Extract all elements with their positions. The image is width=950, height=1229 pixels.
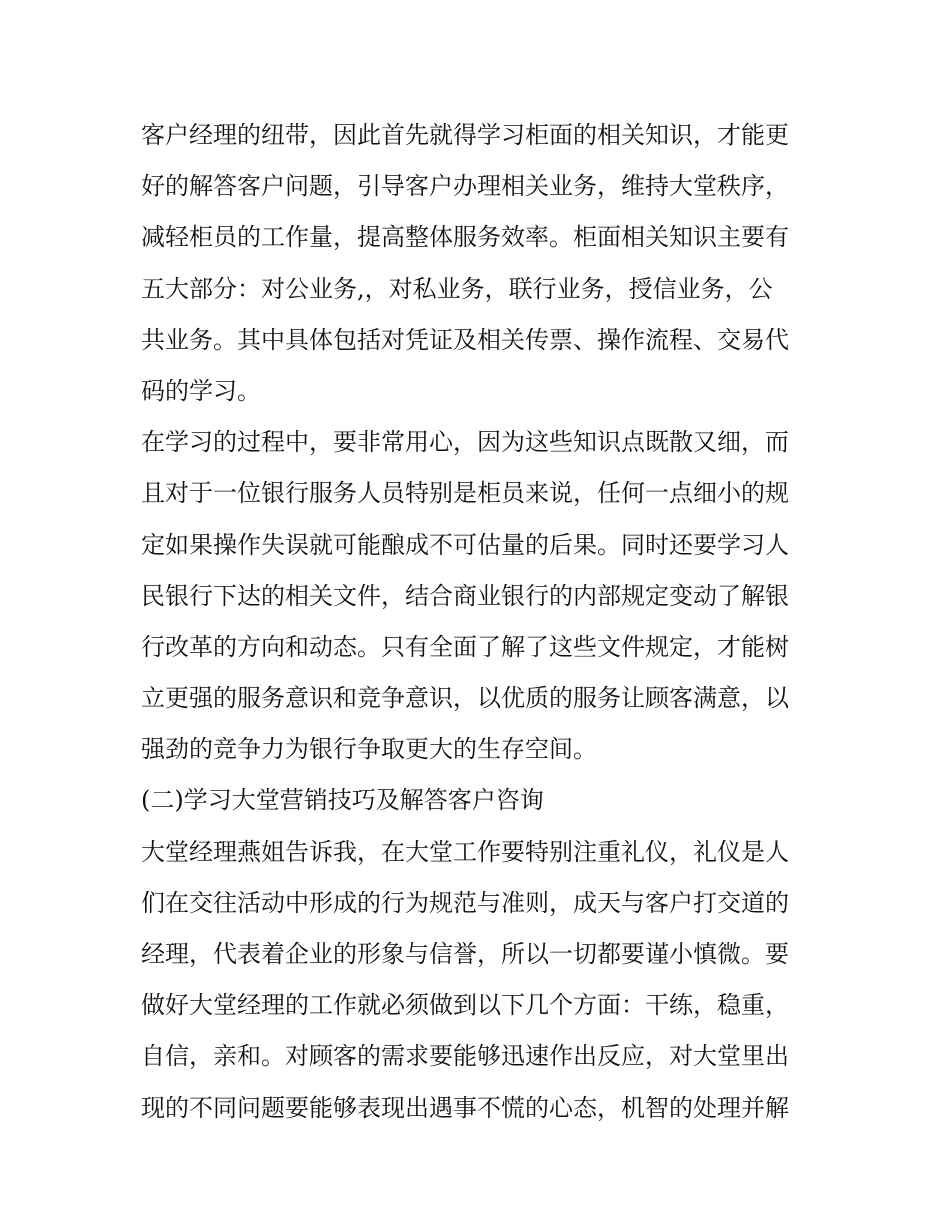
document-body (141, 110, 813, 1134)
text-line: 五大部分：对公业务,，对私业务，联行业务，授信业务，公 (141, 274, 773, 303)
text-line: 在学习的过程中，要非常用心，因为这些知识点既散又细，而 (141, 428, 789, 457)
text-line: 经理，代表着企业的形象与信誉，所以一切都要谨小慎微。要 (141, 940, 789, 968)
text-line: 立更强的服务意识和竞争意识，以优质的服务让顾客满意，以 (141, 684, 789, 713)
text-line: 现的不同问题要能够表现出遇事不慌的心态，机智的处理并解 (141, 1093, 789, 1122)
text-line: 好的解答客户问题，引导客户办理相关业务，维持大堂秩序， (141, 172, 789, 201)
text-line: 大堂经理燕姐告诉我，在大堂工作要特别注重礼仪，礼仪是人 (141, 837, 789, 866)
text-line: 且对于一位银行服务人员特别是柜员来说，任何一点细小的规 (141, 479, 789, 508)
text-line: 客户经理的纽带，因此首先就得学习柜面的相关知识，才能更 (141, 121, 789, 149)
text-line: 共业务。其中具体包括对凭证及相关传票、操作流程、交易代 (141, 325, 789, 354)
text-line: 们在交往活动中形成的行为规范与准则，成天与客户打交道的 (141, 888, 789, 917)
text-line: 行改革的方向和动态。只有全面了解了这些文件规定，才能树 (141, 632, 789, 661)
text-line: 强劲的竞争力为银行争取更大的生存空间。 (141, 735, 597, 764)
text-line: 码的学习。 (141, 376, 261, 405)
text-line: 做好大堂经理的工作就必须做到以下几个方面：干练，稳重， (141, 991, 789, 1020)
text-line: 自信，亲和。对顾客的需求要能够迅速作出反应，对大堂里出 (141, 1042, 789, 1071)
section-heading: (二)学习大堂营销技巧及解答客户咨询 (141, 786, 544, 815)
text-line: 民银行下达的相关文件，结合商业银行的内部规定变动了解银 (141, 581, 789, 610)
text-line: 定如果操作失误就可能酿成不可估量的后果。同时还要学习人 (141, 530, 789, 559)
text-line: 减轻柜员的工作量，提高整体服务效率。柜面相关知识主要有 (141, 223, 789, 252)
